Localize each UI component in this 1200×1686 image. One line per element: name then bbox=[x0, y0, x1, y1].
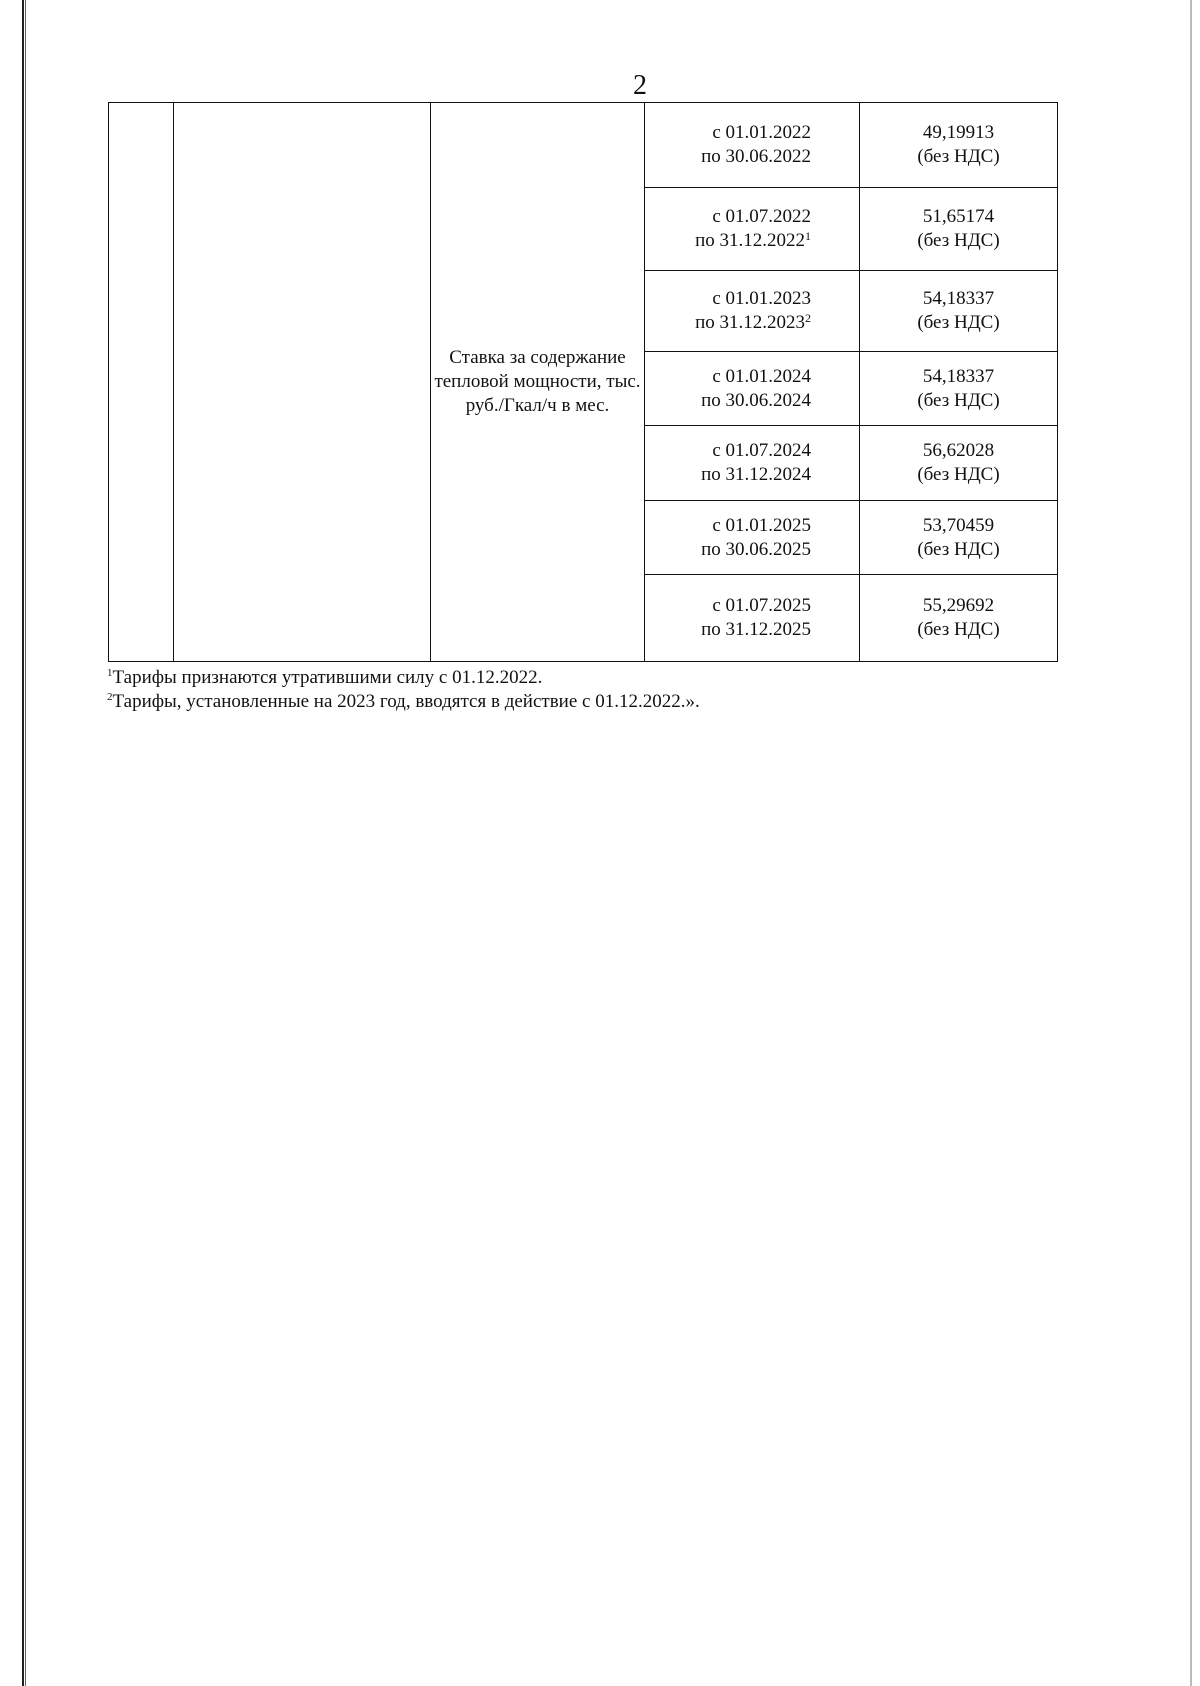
tariff-value: 54,18337 bbox=[922, 288, 995, 309]
period-from: с 01.07.2024 bbox=[712, 440, 811, 461]
period-cell bbox=[645, 352, 860, 426]
page-number: 2 bbox=[633, 70, 647, 101]
value-cell bbox=[860, 501, 1058, 575]
footnote-ref: 1 bbox=[805, 229, 811, 243]
period-cell bbox=[645, 271, 860, 352]
table-row bbox=[109, 103, 1058, 188]
vat-note: (без НДС) bbox=[917, 312, 1000, 333]
tariff-value: 56,62028 bbox=[922, 440, 995, 461]
period-cell bbox=[645, 103, 860, 188]
period-to: по 31.12.2024 bbox=[701, 464, 811, 485]
period-from: с 01.07.2025 bbox=[712, 595, 811, 616]
empty-number-cell bbox=[109, 103, 174, 662]
scan-edge-left-inner bbox=[25, 0, 26, 1686]
value-cell bbox=[860, 271, 1058, 352]
vat-note: (без НДС) bbox=[917, 464, 1000, 485]
footnote-text: Тарифы признаются утратившими силу с 01.12.2022. bbox=[112, 667, 543, 688]
vat-note: (без НДС) bbox=[917, 538, 1000, 560]
vat-note: (без НДС) bbox=[917, 389, 1000, 411]
tariff-value: 55,29692 bbox=[922, 595, 995, 616]
value-cell bbox=[860, 575, 1058, 662]
footnote bbox=[107, 666, 1007, 690]
footnote-mark: 2 bbox=[107, 691, 113, 703]
tariff-table bbox=[108, 102, 1058, 662]
tariff-value: 51,65174 bbox=[922, 206, 995, 227]
rate-name: Ставка за содержание тепловой мощности, тыс. руб./Гкал/ч в мес. bbox=[434, 347, 641, 416]
value-cell bbox=[860, 352, 1058, 426]
period-to: по 30.06.2024 bbox=[701, 389, 811, 411]
period-to: по 31.12.2023$^2$ bbox=[695, 311, 811, 333]
period-cell bbox=[645, 501, 860, 575]
value-cell bbox=[860, 426, 1058, 501]
period-cell bbox=[645, 188, 860, 271]
scan-edge-left bbox=[22, 0, 24, 1686]
period-from: с 01.01.2023 bbox=[712, 288, 811, 309]
footnote bbox=[107, 690, 1007, 714]
footnote-mark: 1 bbox=[107, 667, 113, 679]
period-to: по 30.06.2022 bbox=[701, 146, 811, 167]
period-to: по 31.12.2022$^1$ bbox=[695, 229, 811, 251]
period-to: по 31.12.2025 bbox=[701, 619, 811, 640]
footnote-ref: 2 bbox=[805, 311, 811, 325]
footnotes bbox=[107, 666, 1007, 714]
vat-note: (без НДС) bbox=[917, 230, 1000, 251]
tariff-value: 54,18337 bbox=[922, 365, 995, 387]
period-to: по 30.06.2025 bbox=[701, 538, 811, 560]
footnote-text: Тарифы, установленные на 2023 год, вводятся в действие с 01.12.2022.». bbox=[112, 691, 700, 712]
vat-note: (без НДС) bbox=[917, 146, 1000, 167]
tariff-value: 49,19913 bbox=[922, 122, 995, 143]
empty-organization-cell bbox=[174, 103, 431, 662]
period-from: с 01.01.2022 bbox=[712, 122, 811, 143]
rate-name-cell bbox=[431, 103, 645, 662]
period-cell bbox=[645, 426, 860, 501]
vat-note: (без НДС) bbox=[917, 619, 1000, 640]
scan-edge-right bbox=[1190, 0, 1192, 1686]
value-cell bbox=[860, 188, 1058, 271]
value-cell bbox=[860, 103, 1058, 188]
period-from: с 01.01.2025 bbox=[712, 514, 811, 536]
period-from: с 01.07.2022 bbox=[712, 206, 811, 227]
tariff-value: 53,70459 bbox=[922, 514, 995, 536]
period-cell bbox=[645, 575, 860, 662]
period-from: с 01.01.2024 bbox=[712, 365, 811, 387]
